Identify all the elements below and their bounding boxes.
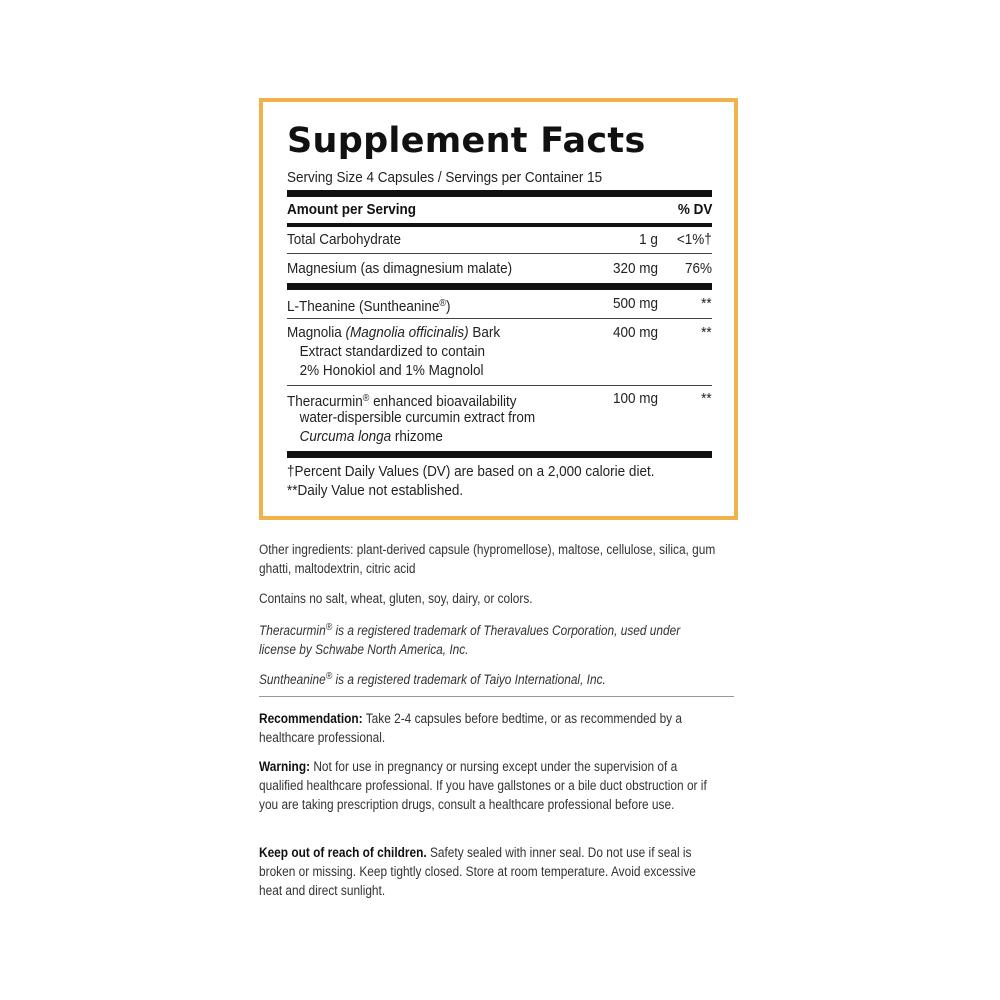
ingredient-amount: 100 mg: [612, 390, 658, 407]
row-rule: [287, 318, 712, 319]
nutrient-amount: 320 mg: [612, 260, 658, 277]
nutrient-name: Total Carbohydrate: [287, 231, 402, 248]
warning: Warning: Not for use in pregnancy or nursing except under the supervision of a qualified healthcare professional. If you have gallstones or a bile duct obstruction or if you are taking prescription drugs, consult a healthcare professional before use.: [259, 759, 707, 812]
nutrient-name: Magnesium (as dimagnesium malate): [287, 260, 513, 277]
thick-rule: [287, 451, 712, 458]
trademark-suntheanine: Suntheanine® is a registered trademark of Taiyo International, Inc.: [259, 671, 606, 687]
dv-header: % DV: [677, 201, 712, 218]
footnote-not-established: **Daily Value not established.: [287, 482, 464, 499]
section-divider: [259, 696, 734, 697]
ingredient-name: L-Theanine (Suntheanine®): [287, 298, 451, 315]
thick-rule: [287, 190, 712, 197]
panel-title: Supplement Facts: [287, 121, 646, 161]
ingredient-dv: **: [701, 324, 712, 341]
ingredient-name: Theracurmin® enhanced bioavailability: [287, 393, 517, 410]
nutrient-dv: 76%: [684, 260, 712, 277]
row-rule: [287, 253, 712, 254]
keep-out-of-reach: Keep out of reach of children. Safety sealed with inner seal. Do not use if seal is broken or missing. Keep tightly closed. Store at room temperature. Avoid excessive heat and direct sunlight.: [259, 845, 696, 898]
ingredient-detail: water-dispersible curcumin extract from: [299, 409, 536, 426]
supplement-facts-panel: [259, 98, 738, 520]
ingredient-dv: **: [701, 390, 712, 407]
ingredient-detail: 2% Honokiol and 1% Magnolol: [299, 362, 484, 379]
ingredient-amount: 400 mg: [612, 324, 658, 341]
other-ingredients: Other ingredients: plant-derived capsule (hypromellose), maltose, cellulose, silica, gum ghatti, maltodextrin, citric acid: [259, 542, 716, 576]
ingredient-detail: Extract standardized to contain: [299, 343, 485, 360]
ingredient-amount: 500 mg: [612, 295, 658, 312]
serving-info: Serving Size 4 Capsules / Servings per Container 15: [287, 169, 603, 186]
footnote-dv: †Percent Daily Values (DV) are based on a 2,000 calorie diet.: [287, 463, 655, 480]
ingredient-detail: Curcuma longa rhizome: [299, 428, 443, 445]
trademark-theracurmin: Theracurmin® is a registered trademark of Theravalues Corporation, used under license by Schwabe North America, Inc.: [259, 622, 681, 657]
header-rule: [287, 223, 712, 227]
row-rule: [287, 385, 712, 386]
amount-per-serving-header: Amount per Serving: [287, 201, 417, 218]
contains-statement: Contains no salt, wheat, gluten, soy, dairy, or colors.: [259, 591, 533, 606]
nutrient-amount: 1 g: [639, 231, 658, 248]
ingredient-name: Magnolia (Magnolia officinalis) Bark: [287, 324, 501, 341]
nutrient-dv: <1%†: [677, 231, 712, 248]
thick-rule: [287, 283, 712, 290]
ingredient-dv: **: [701, 295, 712, 312]
recommendation: Recommendation: Take 2-4 capsules before bedtime, or as recommended by a healthcare professional.: [259, 711, 683, 745]
